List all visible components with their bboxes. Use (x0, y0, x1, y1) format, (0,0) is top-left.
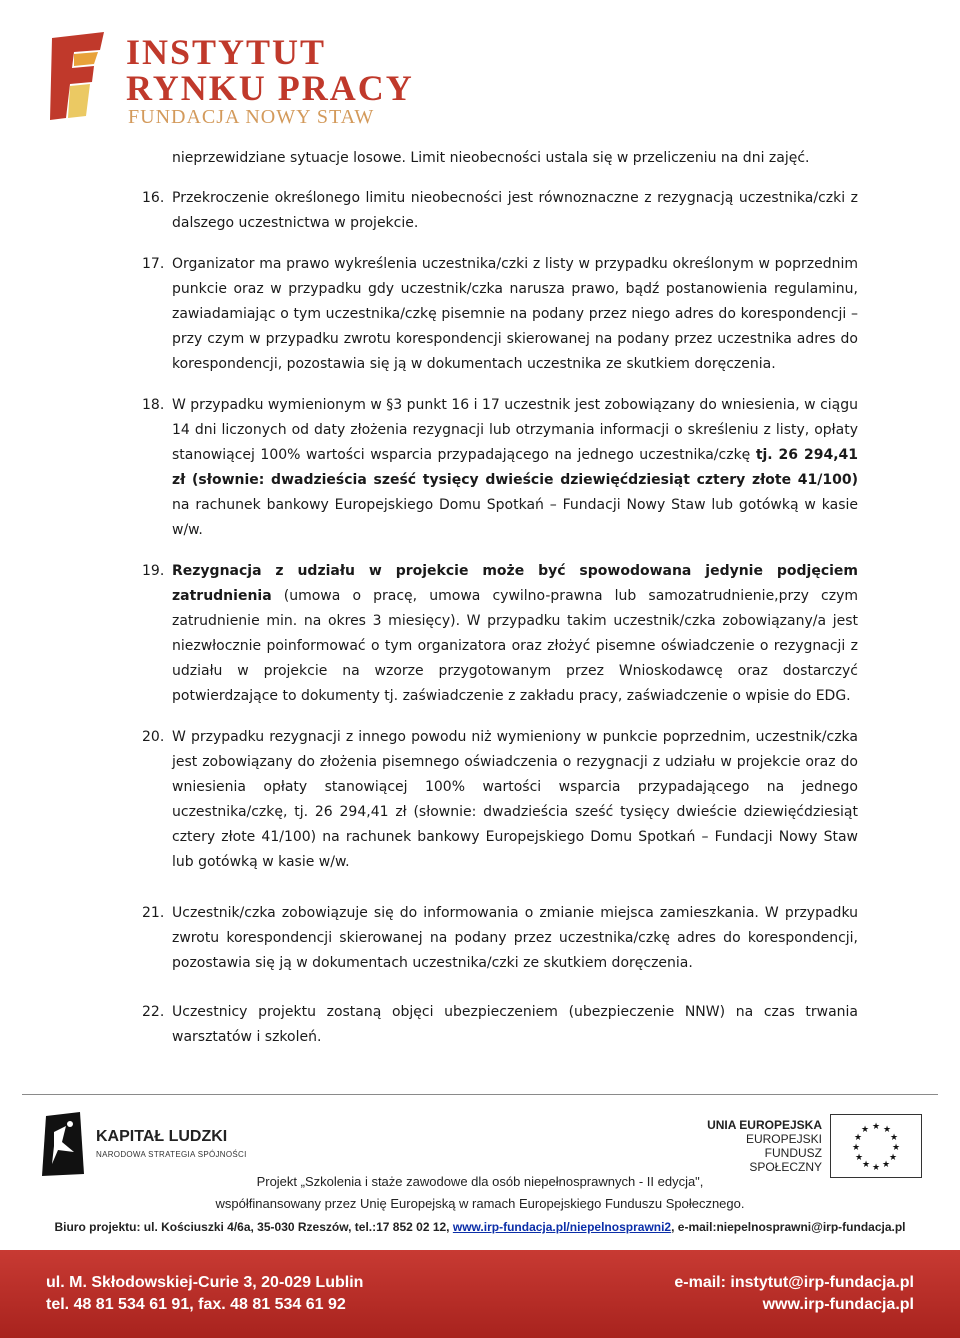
office-info (0, 1220, 960, 1234)
item-text: (umowa o pracę, umowa cywilno-prawna lub samozatrudnienie,przy czym zatrudnienie min. na okres 3 miesięcy). W przypadku takim uczestnik/czka zobowiązany/a jest niezwłocznie poinformować o tym organizatora oraz złożyć pisemne oświadczenie o rezygnacji z udziału w projekcie na wzorze przygotowanym przez Wnioskodawcę oraz dostarczyć potwierdzające to dokumenty tj. zaświadczenie z zakładu pracy, zaświadczenie o wpisie do EDG. (172, 588, 858, 704)
svg-text:★: ★ (854, 1153, 864, 1163)
svg-text:★: ★ (853, 1133, 863, 1143)
item-text: Uczestnik/czka zobowiązuje się do informowania o zmianie miejsca zamieszkania. W przypadku zwrotu korespondencji skierowanej na podany przez uczestnika/czkę adres do korespondencji, pozostawia się ją w dokumentach uczestnika/czki ze skutkiem doręczenia. (172, 905, 858, 971)
band-website-line: www.irp-fundacja.pl (762, 1296, 914, 1313)
logo-title-line1: INSTYTUT (126, 32, 327, 72)
list-item-20 (142, 725, 858, 875)
amount-bold-text: tj. 26 294,41 zł (słownie: dwadzieścia sześć tysięcy dwieście dziewięćdziesiąt cztery złote 41/100) (172, 447, 858, 488)
band-phone-line: tel. 48 81 534 61 91, fax. 48 81 534 61 92 (46, 1296, 346, 1313)
item-number: 21. (142, 905, 165, 921)
svg-text:★: ★ (888, 1153, 898, 1163)
item-number: 20. (142, 729, 165, 745)
eu-label-line3: FUNDUSZ SPOŁECZNY (749, 1146, 822, 1174)
item-number: 16. (142, 190, 165, 206)
lead-paragraph (142, 146, 858, 171)
list-item-21 (142, 901, 858, 976)
svg-text:★: ★ (861, 1160, 871, 1170)
item-number: 17. (142, 256, 165, 272)
svg-text:★: ★ (882, 1125, 892, 1135)
item-number: 18. (142, 397, 165, 413)
band-address-line1: ul. M. Skłodowskiej-Curie 3, 20-029 Lublin (46, 1274, 364, 1291)
svg-text:★: ★ (860, 1125, 870, 1135)
item-text: W przypadku wymienionym w §3 punkt 16 i 17 uczestnik jest zobowiązany do wniesienia, w ciągu 14 dni liczonych od daty złożenia rezygnacji lub otrzymania informacji o skreśleniu z listy, opłaty stanowiącej 100% wartości wsparcia przypadającego na jednego uczestnika/czkę (172, 397, 858, 463)
kapital-ludzki-logo (40, 1112, 260, 1178)
band-address (46, 1272, 363, 1316)
band-email-line: e-mail: instytut@irp-fundacja.pl (674, 1274, 914, 1291)
eu-flag-icon (830, 1114, 922, 1178)
item-text: Przekroczenie określonego limitu nieobecności jest równoznaczne z rezygnacją uczestnika/czki z dalszego uczestnictwa w projekcie. (172, 190, 858, 231)
project-line2: współfinansowany przez Unię Europejską w ramach Europejskiego Funduszu Społecznego. (215, 1196, 745, 1211)
eu-label-line2: EUROPEJSKI (745, 1132, 822, 1146)
office-address: Biuro projektu: ul. Kościuszki 4/6a, 35-030 Rzeszów, tel.:17 852 02 12, (54, 1220, 453, 1234)
svg-text:★: ★ (889, 1133, 899, 1143)
logo-subtitle: FUNDACJA NOWY STAW (128, 106, 375, 128)
institute-logo (44, 28, 414, 128)
logo-mark-icon (44, 28, 120, 124)
office-email: , e-mail:niepelnosprawni@irp-fundacja.pl (671, 1220, 906, 1234)
item-text: Organizator ma prawo wykreślenia uczestnika/czki z listy w przypadku określonym w poprzednim punkcie oraz w przypadku gdy uczestnik/czka narusza prawo, bądź postanowienia regulaminu, zawiadamiając o tym uczestnika/czkę pisemnie na podany przez niego adres do korespondencji – przy czym w przypadku zwrotu korespondencji skierowanej na podany przez uczestnika adres do korespondencji, pozostawia się ją w dokumentach uczestnika ze skutkiem doręczenia. (172, 256, 858, 372)
kapital-ludzki-emblem-icon (40, 1112, 86, 1178)
svg-text:★: ★ (871, 1163, 881, 1173)
item-text-continued: na rachunek bankowy Europejskiego Domu Spotkań – Fundacji Nowy Staw lub gotówką w kasie w/w. (172, 497, 858, 538)
lead-text: nieprzewidziane sytuacje losowe. Limit nieobecności ustala się w przeliczeniu na dni zajęć. (172, 150, 810, 166)
band-contact (674, 1272, 914, 1316)
svg-text:★: ★ (881, 1160, 891, 1170)
eu-label-line1: UNIA EUROPEJSKA (707, 1118, 822, 1132)
kapital-ludzki-subtitle: NARODOWA STRATEGIA SPÓJNOŚCI (96, 1150, 247, 1159)
kapital-ludzki-title: KAPITAŁ LUDZKI (96, 1128, 228, 1145)
list-item-17 (142, 252, 858, 377)
item-number: 22. (142, 1004, 165, 1020)
project-website-link[interactable]: www.irp-fundacja.pl/niepelnosprawni2 (452, 1220, 672, 1234)
svg-text:★: ★ (871, 1122, 881, 1132)
project-line1: Projekt „Szkolenia i staże zawodowe dla osób niepełnosprawnych - II edycja", (256, 1174, 704, 1189)
eu-label (700, 1118, 822, 1174)
svg-text:★: ★ (891, 1143, 901, 1153)
item-bold-text: Rezygnacja z udziału w projekcie może być spowodowana jedynie podjęciem zatrudnienia (172, 563, 858, 604)
list-item-19 (142, 559, 858, 709)
footer-divider (22, 1094, 938, 1095)
list-item-22 (142, 1000, 858, 1050)
eu-stars-icon (831, 1115, 921, 1177)
item-text: Uczestnicy projektu zostaną objęci ubezpieczeniem (ubezpieczenie NNW) na czas trwania warsztatów i szkoleń. (172, 1004, 858, 1045)
logo-title-line2: RYNKU PRACY (126, 68, 414, 108)
list-item-16 (142, 186, 858, 236)
svg-text:★: ★ (851, 1143, 861, 1153)
document-body (142, 146, 858, 1066)
item-text: W przypadku rezygnacji z innego powodu niż wymieniony w punkcie poprzednim, uczestnik/czka jest zobowiązany do złożenia pisemnego oświadczenia o rezygnacji z udziału w projekcie oraz do wniesienia opłaty stanowiącej 100% wartości wsparcia przypadającego na jednego uczestnika/czkę, tj. 26 294,41 zł (słownie: dwadzieścia sześć tysięcy dwieście dziewięćdziesiąt cztery złote 41/100) na rachunek bankowy Europejskiego Domu Spotkań – Fundacji Nowy Staw lub gotówką w kasie w/w. (172, 729, 858, 870)
item-number: 19. (142, 563, 165, 579)
list-item-18 (142, 393, 858, 543)
